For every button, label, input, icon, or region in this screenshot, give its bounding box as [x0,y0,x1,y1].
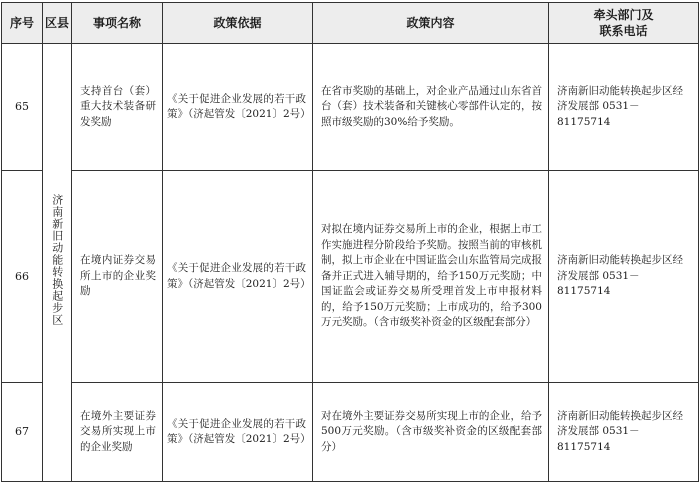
policy-basis: 《关于促进企业发展的若干政策》（济起管发〔2021〕2号） [163,44,313,171]
area-name: 济南新旧动能转换起步区 [50,193,64,326]
lead-department: 济南新旧动能转换起步区经济发展部 0531－81175714 [549,171,699,383]
header-name: 事项名称 [72,3,163,44]
item-name: 在境内证券交易所上市的企业奖励 [72,171,163,383]
row-number: 67 [2,383,43,482]
lead-department: 济南新旧动能转换起步区经济发展部 0531－81175714 [549,44,699,171]
policy-content: 对拟在境内证券交易所上市的企业，根据上市工作实施进程分阶段给予奖励。按照当前的审核机制，拟上市企业在中国证监会山东监管局完成报备并正式进入辅导期的，给予150万元奖励；中国证监会或证券交易所受理首发上市申报材料的，给予150万元奖励；上市成功的，给予300万元奖励。（含市级奖补资金的区级配套部分） [313,171,549,383]
header-no: 序号 [2,3,43,44]
item-name: 在境外主要证券交易所实现上市的企业奖励 [72,383,163,482]
row-number: 66 [2,171,43,383]
header-area: 区县 [43,3,72,44]
table-header-row [2,3,699,44]
lead-department: 济南新旧动能转换起步区经济发展部 0531－81175714 [549,383,699,482]
policy-basis: 《关于促进企业发展的若干政策》（济起管发〔2021〕2号） [163,383,313,482]
header-dept: 牵头部门及 联系电话 [549,3,699,44]
header-content: 政策内容 [313,3,549,44]
header-basis: 政策依据 [163,3,313,44]
table-row [2,383,699,482]
item-name: 支持首台（套）重大技术装备研发奖励 [72,44,163,171]
table-row [2,171,699,383]
policy-content: 在省市奖励的基础上，对企业产品通过山东省首台（套）技术装备和关键核心零部件认定的，按照市级奖励的30%给予奖励。 [313,44,549,171]
area-cell [43,44,72,482]
row-number: 65 [2,44,43,171]
policy-table [1,2,699,482]
policy-content: 对在境外主要证券交易所实现上市的企业，给予500万元奖励。（含市级奖补资金的区级配套部分） [313,383,549,482]
policy-basis: 《关于促进企业发展的若干政策》（济起管发〔2021〕2号） [163,171,313,383]
table-row [2,44,699,171]
